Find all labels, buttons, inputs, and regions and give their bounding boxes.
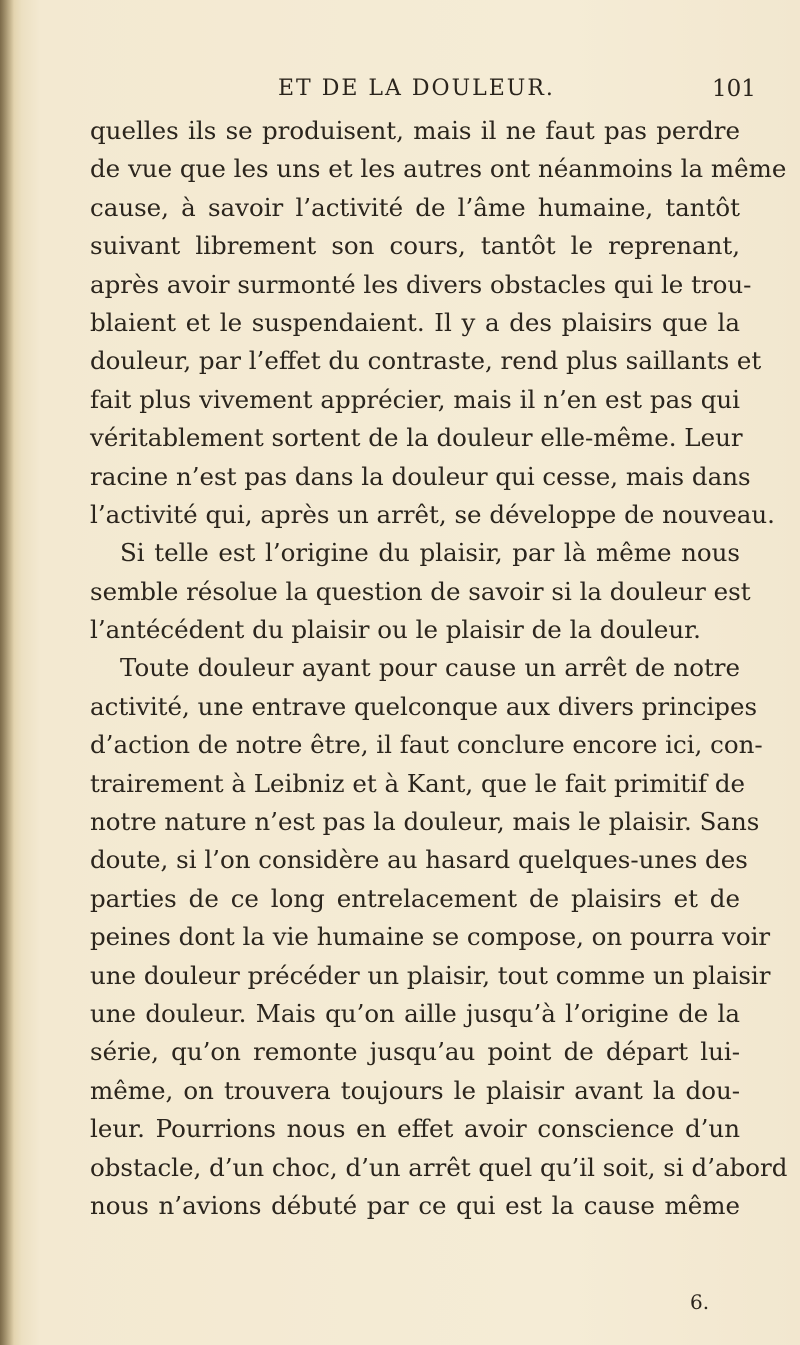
text-line: douleur, par l’effet du contraste, rend plus saillants et bbox=[90, 346, 762, 376]
text-line: nous n’avions débuté par ce qui est la cause même bbox=[90, 1190, 740, 1220]
text-line: trairement à Leibniz et à Kant, que le fait primitif de bbox=[90, 768, 746, 798]
text-line: d’action de notre être, il faut conclure encore ici, con- bbox=[90, 730, 763, 760]
text-line: blaient et le suspendaient. Il y a des plaisirs que la bbox=[90, 307, 740, 337]
text-line: parties de ce long entrelacement de plaisirs et de bbox=[90, 883, 740, 913]
page-number: 101 bbox=[712, 76, 756, 102]
text-line: racine n’est pas dans la douleur qui cesse, mais dans bbox=[90, 461, 751, 491]
running-head: ET DE LA DOULEUR. bbox=[278, 76, 555, 101]
binding-shadow bbox=[0, 0, 14, 1345]
text-line: une douleur. Mais qu’on aille jusqu’à l’origine de la bbox=[90, 998, 740, 1028]
text-line: l’antécédent du plaisir ou le plaisir de la douleur. bbox=[90, 615, 701, 645]
text-line: de vue que les uns et les autres ont néanmoins la même bbox=[90, 154, 787, 184]
body-text bbox=[90, 112, 788, 1225]
text-line: peines dont la vie humaine se compose, on pourra voir bbox=[90, 922, 771, 952]
text-line: l’activité qui, après un arrêt, se développe de nouveau. bbox=[90, 499, 775, 529]
page-header bbox=[0, 76, 800, 112]
text-line: série, qu’on remonte jusqu’au point de départ lui- bbox=[90, 1037, 740, 1067]
text-line: activité, une entrave quelconque aux divers principes bbox=[90, 691, 758, 721]
text-line: Si telle est l’origine du plaisir, par là même nous bbox=[120, 538, 740, 568]
text-line: une douleur précéder un plaisir, tout comme un plaisir bbox=[90, 960, 771, 990]
text-line: fait plus vivement apprécier, mais il n’en est pas qui bbox=[90, 384, 740, 414]
text-line: notre nature n’est pas la douleur, mais le plaisir. Sans bbox=[90, 807, 760, 837]
text-line: obstacle, d’un choc, d’un arrêt quel qu’il soit, si d’abord bbox=[90, 1152, 788, 1182]
text-line: leur. Pourrions nous en effet avoir conscience d’un bbox=[90, 1114, 740, 1144]
text-line: suivant librement son cours, tantôt le reprenant, bbox=[90, 231, 740, 261]
text-line: Toute douleur ayant pour cause un arrêt de notre bbox=[120, 653, 740, 683]
signature-mark: 6. bbox=[690, 1290, 710, 1314]
text-line: véritablement sortent de la douleur elle-même. Leur bbox=[90, 423, 743, 453]
text-line: après avoir surmonté les divers obstacles qui le trou- bbox=[90, 269, 752, 299]
text-line: même, on trouvera toujours le plaisir avant la dou- bbox=[90, 1075, 740, 1105]
text-line: quelles ils se produisent, mais il ne faut pas perdre bbox=[90, 116, 740, 145]
text-line: cause, à savoir l’activité de l’âme humaine, tantôt bbox=[90, 192, 740, 222]
text-line: doute, si l’on considère au hasard quelques-unes des bbox=[90, 845, 748, 875]
text-line: semble résolue la question de savoir si la douleur est bbox=[90, 576, 751, 606]
